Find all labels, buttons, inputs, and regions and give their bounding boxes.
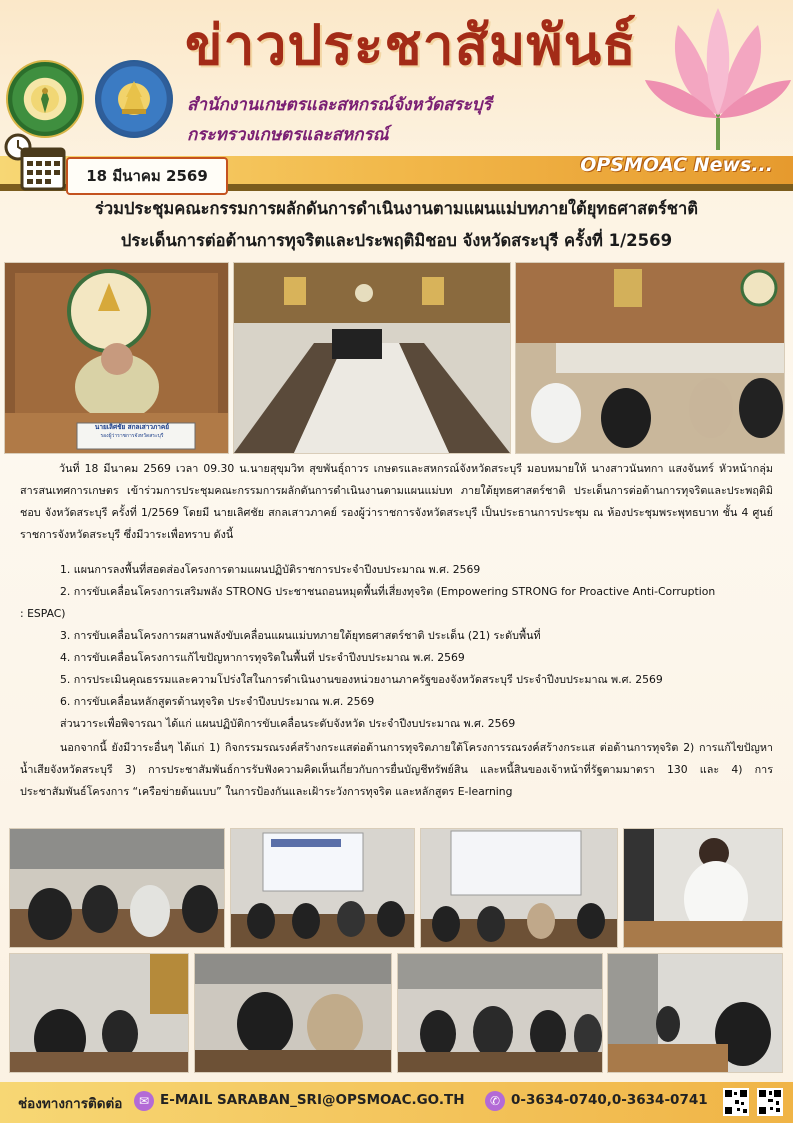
calendar-icon: [4, 133, 66, 191]
agenda-item: 4. การขับเคลื่อนโครงการแก้ไขปัญหาการทุจริตในพื้นที่ ประจำปีงบประมาณ พ.ศ. 2569: [60, 651, 465, 664]
photo-meeting-attendees: [515, 262, 785, 454]
contact-email[interactable]: E-MAIL SARABAN_SRI@OPSMOAC.GO.TH: [160, 1092, 465, 1108]
photo-row1-1: [9, 828, 225, 948]
email-icon: ✉: [134, 1091, 154, 1111]
photo-meeting-room: [233, 262, 511, 454]
phone-icon: ✆: [485, 1091, 505, 1111]
nameplate-name: นายเลิศชัย สกลเสาวภาคย์: [94, 423, 170, 431]
nameplate: [80, 423, 184, 441]
headline-line-2: ประเด็นการต่อต้านการทุจริตและประพฤติมิชอบ จังหวัดสระบุรี ครั้งที่ 1/2569: [120, 231, 673, 250]
photo-row1-3: [420, 828, 618, 948]
agenda-list: [20, 559, 773, 713]
photo-row2-1: [9, 953, 189, 1073]
ministry-name: กระทรวงเกษตรและสหกรณ์: [187, 125, 389, 145]
agenda-item: 3. การขับเคลื่อนโครงการผสานพลังขับเคลื่อนแผนแม่บทภายใต้ยุทธศาสตร์ชาติ ประเด็น (21) ระดับพื้นที่: [60, 629, 541, 642]
lotus-icon: [643, 0, 793, 170]
office-name: สำนักงานเกษตรและสหกรณ์จังหวัดสระบุรี: [187, 95, 492, 115]
qr-code-icon[interactable]: [757, 1088, 783, 1116]
photo-row2-3: [397, 953, 603, 1073]
consideration-paragraph: ส่วนวาระเพื่อพิจารณา ได้แก่ แผนปฏิบัติการขับเคลื่อนระดับจังหวัด ประจำปีงบประมาณ พ.ศ. 2569: [60, 717, 516, 730]
agenda-item: 1. แผนการลงพื้นที่สอดส่องโครงการตามแผนปฏิบัติราชการประจำปีงบประมาณ พ.ศ. 2569: [60, 563, 481, 576]
contact-phone[interactable]: 0-3634-0740,0-3634-0741: [511, 1092, 708, 1108]
brand-label: OPSMOAC News...: [580, 154, 773, 176]
agenda-item: 6. การขับเคลื่อนหลักสูตรต้านทุจริต ประจำปีงบประมาณ พ.ศ. 2569: [60, 695, 375, 708]
contact-label: ช่องทางการติดต่อ: [18, 1096, 123, 1112]
qr-code-icon[interactable]: [723, 1088, 749, 1116]
other-agenda-paragraph: นอกจากนี้ ยังมีวาระอื่นๆ ได้แก่ 1) กิจกรรมรณรงค์สร้างกระแสต่อต้านการทุจริตภายใต้โครงการรณรงค์สร้างกระแส ต่อต้านการทุจริต 2) การแก้ไขปัญหาน้ำเสียจังหวัดสระบุรี 3) การประชาสัมพันธ์การรับฟังความคิดเห็นเกี่ยวกับการยื่นบัญชีทรัพย์สิน และหนี้สินของเจ้าหน้าที่รัฐตามมาตรา 130 และ 4) การประชาสัมพันธ์โครงการ “เครือข่ายต้นแบบ” ในการป้องกันและเฝ้าระวังการทุจริต และหลักสูตร E-learning: [20, 741, 773, 798]
agenda-item: 2. การขับเคลื่อนโครงการเสริมพลัง STRONG ประชาชนถอนหมุดพื้นที่เสี่ยงทุจริต (Empowering STRONG for Proactive Anti-Corruption: [60, 585, 716, 598]
photo-row1-4: [623, 828, 783, 948]
photo-row2-2: [194, 953, 392, 1073]
agenda-item: 5. การประเมินคุณธรรมและความโปร่งใสในการดำเนินงานของหน่วยงานภาครัฐของจังหวัดสระบุรี ประจำปีงบประมาณ พ.ศ. 2569: [60, 673, 663, 686]
headline-line-1: ร่วมประชุมคณะกรรมการผลักดันการดำเนินงานตามแผนแม่บทภายใต้ยุทธศาสตร์ชาติ: [95, 199, 698, 218]
photo-row2-4: [607, 953, 783, 1073]
nameplate-role: รองผู้ว่าราชการจังหวัดสระบุรี: [100, 433, 164, 439]
photo-row1-2: [230, 828, 415, 948]
page-title: ข่าวประชาสัมพันธ์: [185, 13, 637, 77]
news-date: 18 มีนาคม 2569: [66, 157, 228, 195]
agenda-item-continued: : ESPAC): [20, 607, 66, 620]
intro-paragraph: วันที่ 18 มีนาคม 2569 เวลา 09.30 น.นายสุขุมวิท สุขพันธุ์ถาวร เกษตรและสหกรณ์จังหวัดสระบุรี มอบหมายให้ นางสาวนันทกา แสงจันทร์ หัวหน้ากลุ่มสารสนเทศการเกษตร เข้าร่วมการประชุมคณะกรรมการผลักดันการดำเนินงานตามแผนแม่บท ภายใต้ยุทธศาสตร์ชาติ ประเด็นการต่อต้านการทุจริตและประพฤติมิชอบ จังหวัดสระบุรี ครั้งที่ 1/2569 โดยมี นายเลิศชัย สกลเสาวภาคย์ รองผู้ว่าราชการจังหวัดสระบุรี เป็นประธานการประชุม ณ ห้องประชุมพระพุทธบาท ชั้น 4 ศูนย์ราชการจังหวัดสระบุรี ซึ่งมีวาระเพื่อทราบ ดังนี้: [20, 462, 773, 541]
ministry-agriculture-logo: [6, 60, 84, 138]
saraburi-province-logo: [95, 60, 173, 138]
